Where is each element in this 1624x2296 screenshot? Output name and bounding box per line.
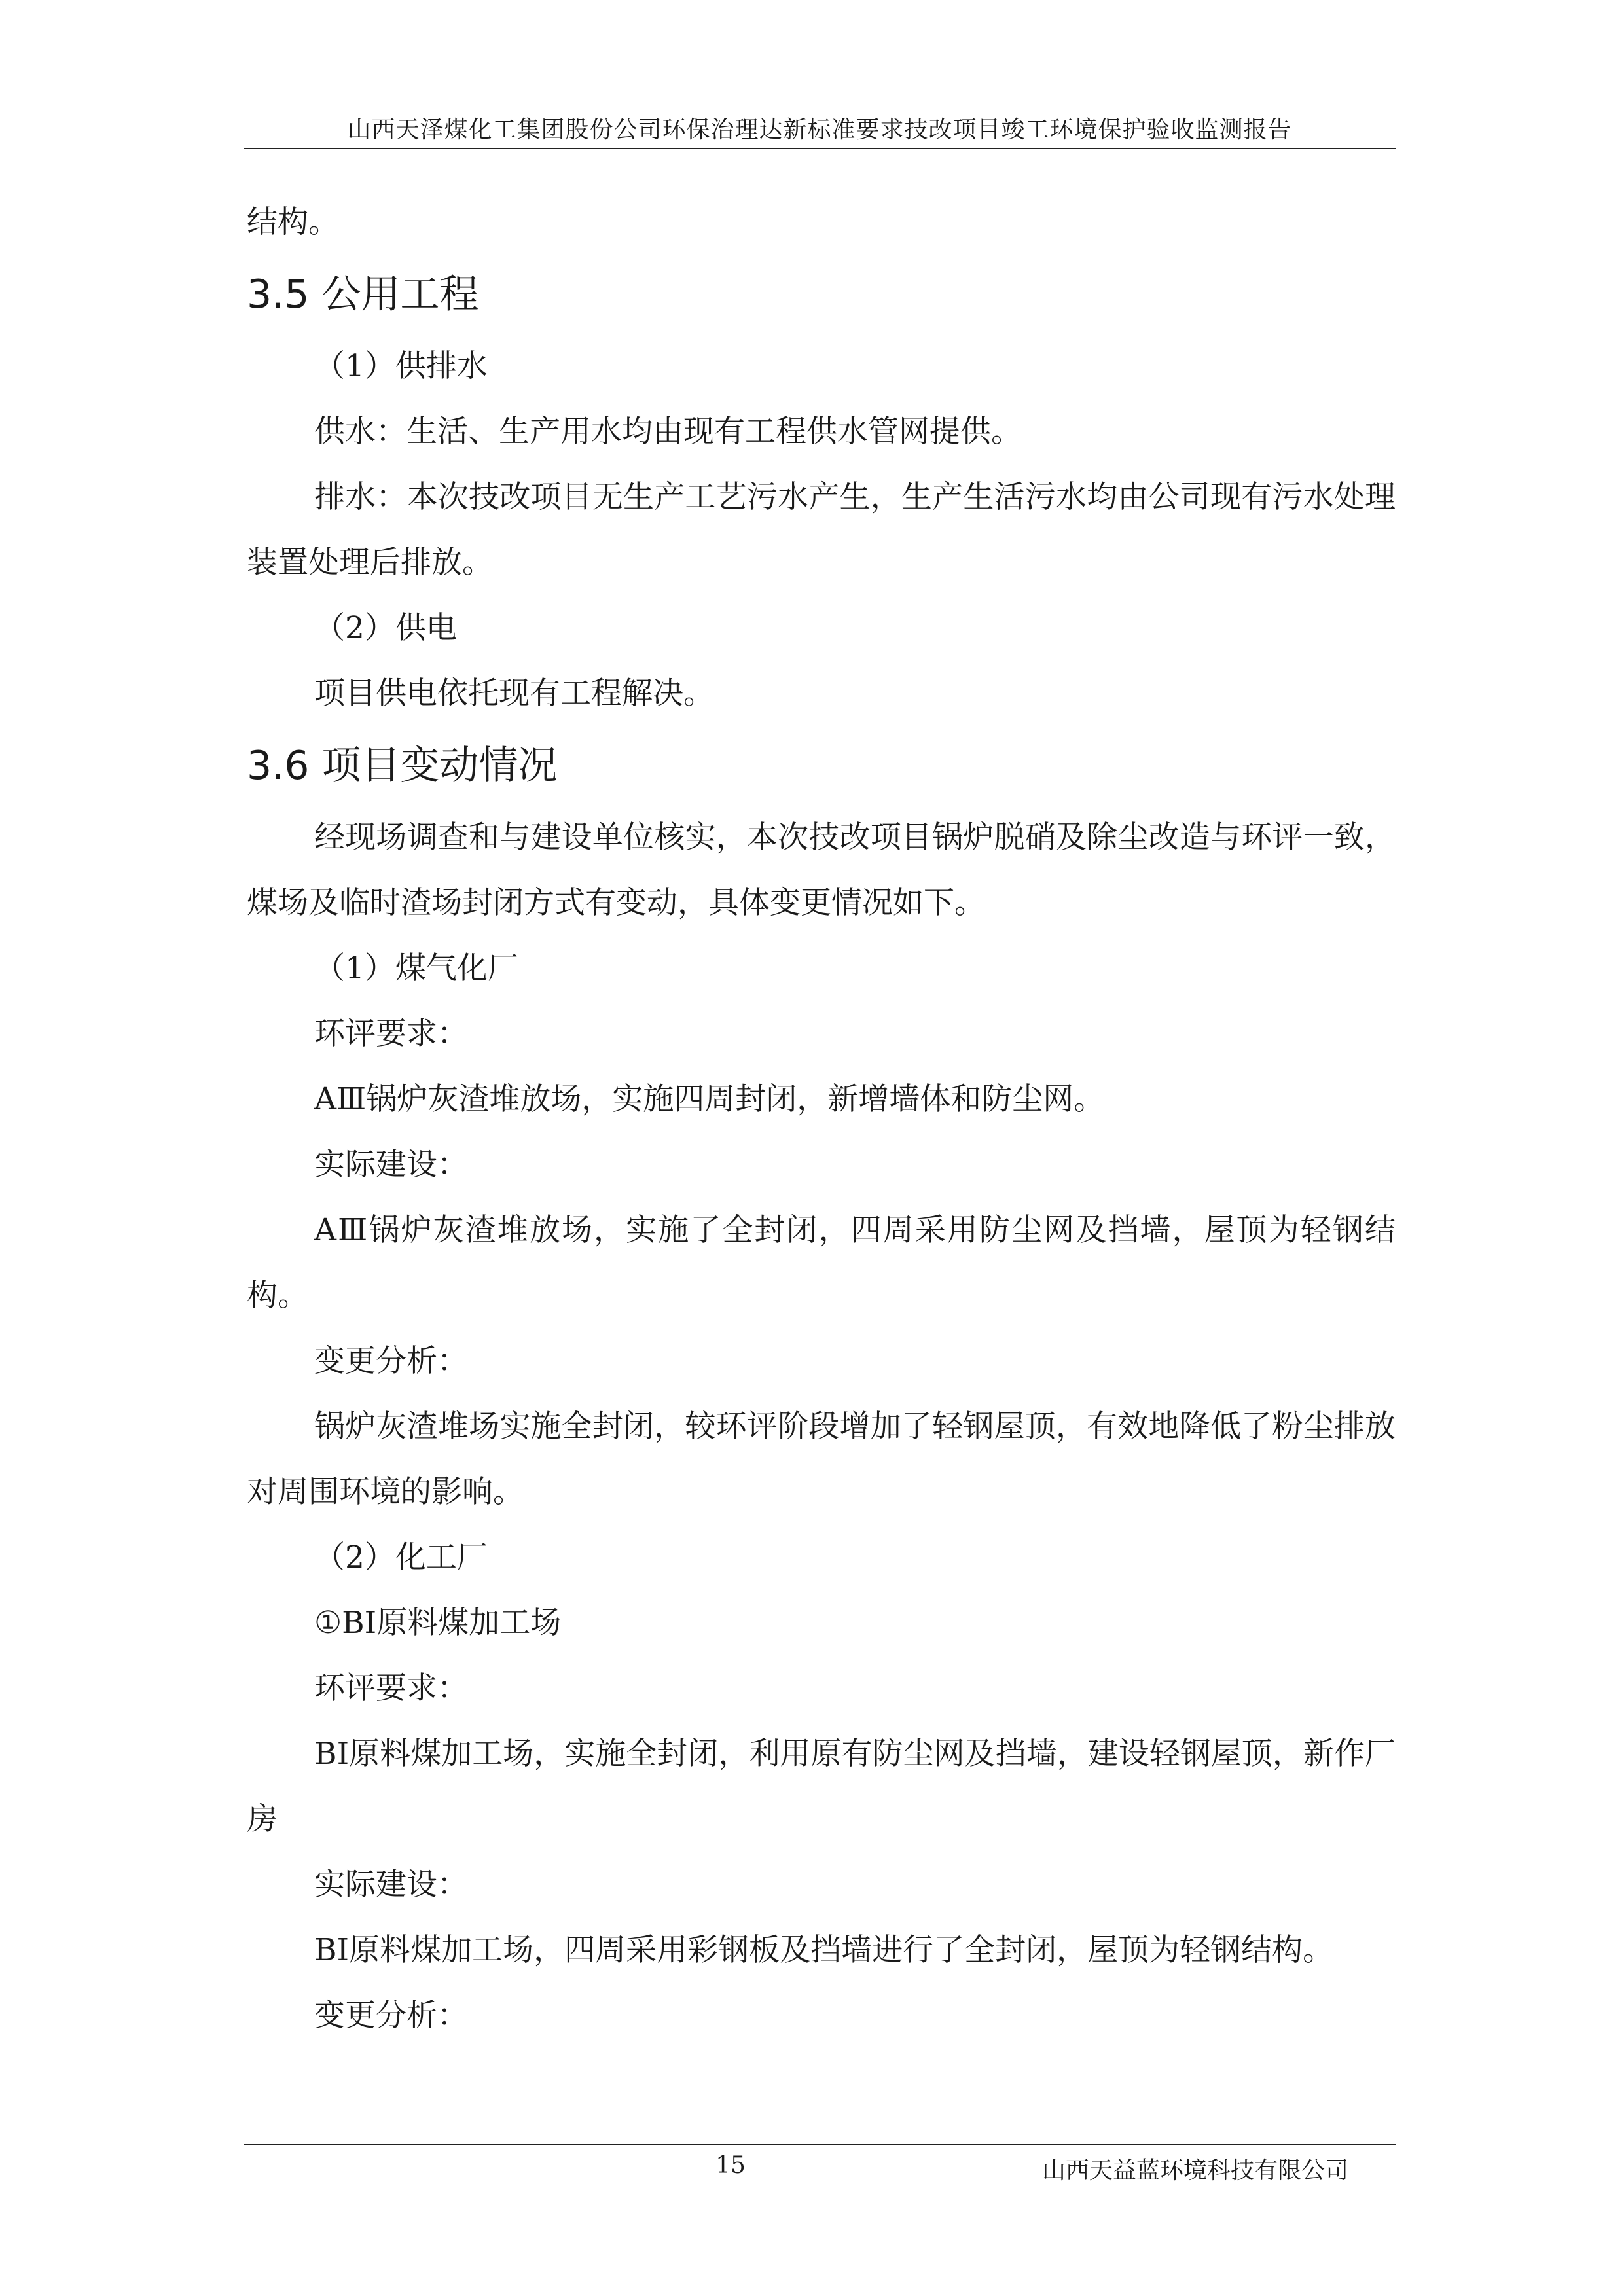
paragraph-actual-1: AⅢ锅炉灰渣堆放场，实施了全封闭，四周采用防尘网及挡墙，屋顶为轻钢结构。 xyxy=(247,1212,1396,1314)
page-number: 15 xyxy=(715,2152,746,2179)
label-change-2: 变更分析： xyxy=(314,1998,468,2034)
section-heading-3-5: 3.5 公用工程 xyxy=(247,272,479,317)
paragraph-water-supply: 供水：生活、生产用水均由现有工程供水管网提供。 xyxy=(314,414,1022,450)
paragraph-requirement-1: AⅢ锅炉灰渣堆放场，实施四周封闭，新增墙体和防尘网。 xyxy=(314,1081,1105,1117)
section-heading-3-6: 3.6 项目变动情况 xyxy=(247,743,558,789)
header-rule xyxy=(244,148,1396,149)
label-change-1: 变更分析： xyxy=(314,1343,468,1379)
paragraph-actual-2: BⅠ原料煤加工场，四周采用彩钢板及挡墙进行了全封闭，屋顶为轻钢结构。 xyxy=(314,1932,1334,1968)
subheading-water: （1）供排水 xyxy=(314,348,488,384)
header-title: 山西天泽煤化工集团股份公司环保治理达新标准要求技改项目竣工环境保护验收监测报告 xyxy=(347,117,1292,143)
subheading-gas-plant: （1）煤气化厂 xyxy=(314,950,518,986)
paragraph-intro: 经现场调查和与建设单位核实，本次技改项目锅炉脱硝及除尘改造与环评一致，煤场及临时渣场封闭方式有变动，具体变更情况如下。 xyxy=(247,819,1396,921)
subheading-chem-plant: （2）化工厂 xyxy=(314,1539,488,1575)
label-actual-1: 实际建设： xyxy=(314,1147,468,1183)
document-body xyxy=(247,190,1396,2049)
label-requirement-2: 环评要求： xyxy=(314,1670,468,1706)
paragraph-power: 项目供电依托现有工程解决。 xyxy=(314,675,714,711)
paragraph-requirement-2: BⅠ原料煤加工场，实施全封闭，利用原有防尘网及挡墙，建设轻钢屋顶，新作厂房 xyxy=(247,1736,1396,1837)
paragraph-change-1: 锅炉灰渣堆场实施全封闭，较环评阶段增加了轻钢屋顶，有效地降低了粉尘排放对周围环境的影响。 xyxy=(247,1408,1396,1510)
paragraph-water-drain: 排水：本次技改项目无生产工艺污水产生，生产生活污水均由公司现有污水处理装置处理后排放。 xyxy=(247,479,1396,581)
paragraph-continuation: 结构。 xyxy=(247,204,339,240)
label-requirement-1: 环评要求： xyxy=(314,1016,468,1052)
label-actual-2: 实际建设： xyxy=(314,1867,468,1903)
footer-company: 山西天益蓝环境科技有限公司 xyxy=(1041,2157,1348,2184)
item-b1: ①BⅠ原料煤加工场 xyxy=(314,1605,562,1641)
footer-rule xyxy=(244,2144,1396,2145)
subheading-power: （2）供电 xyxy=(314,610,457,646)
